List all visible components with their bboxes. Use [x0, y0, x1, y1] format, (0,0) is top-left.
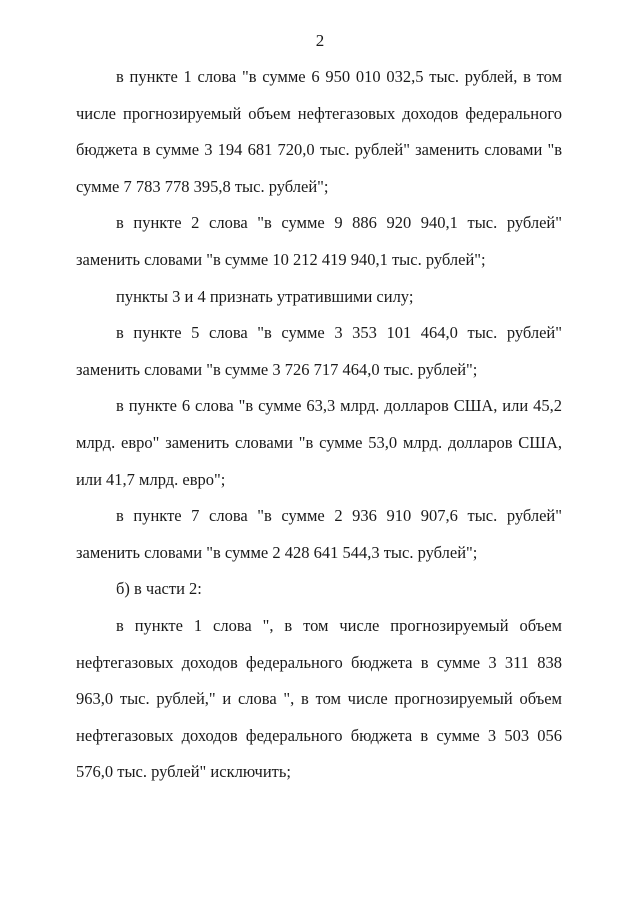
- paragraph-points-3-4: пункты 3 и 4 признать утратившими силу;: [116, 286, 414, 306]
- paragraph-point-5: в пункте 5 слова "в сумме 3 353 101 464,0 тыс. рублей" заменить словами "в сумме 3 726 717 464,0 тыс. рублей";: [76, 323, 562, 379]
- paragraph-part-2-point-1: в пункте 1 слова ", в том числе прогнозируемый объем нефтегазовых доходов федерального бюджета в сумме 3 311 838 963,0 тыс. рублей," и слова ", в том числе прогнозируемый объем нефтегазовых доходов федерального бюджета в сумме 3 503 056 576,0 тыс. рублей" исключить;: [76, 615, 562, 782]
- paragraph-part-2-heading: б) в части 2:: [116, 579, 202, 599]
- paragraph-point-2: в пункте 2 слова "в сумме 9 886 920 940,1 тыс. рублей" заменить словами "в сумме 10 212 419 940,1 тыс. рублей";: [76, 213, 562, 269]
- paragraph-point-6: в пункте 6 слова "в сумме 63,3 млрд. долларов США, или 45,2 млрд. евро" заменить словами "в сумме 53,0 млрд. долларов США, или 41,7 млрд. евро";: [76, 396, 562, 489]
- document-body: [76, 59, 562, 791]
- paragraph-point-1: в пункте 1 слова "в сумме 6 950 010 032,5 тыс. рублей, в том числе прогнозируемый объем нефтегазовых доходов федерального бюджета в сумме 3 194 681 720,0 тыс. рублей" заменить словами "в сумме 7 783 778 395,8 тыс. рублей";: [76, 67, 562, 196]
- page-number: 2: [315, 31, 325, 50]
- paragraph-point-7: в пункте 7 слова "в сумме 2 936 910 907,6 тыс. рублей" заменить словами "в сумме 2 428 641 544,3 тыс. рублей";: [76, 506, 562, 562]
